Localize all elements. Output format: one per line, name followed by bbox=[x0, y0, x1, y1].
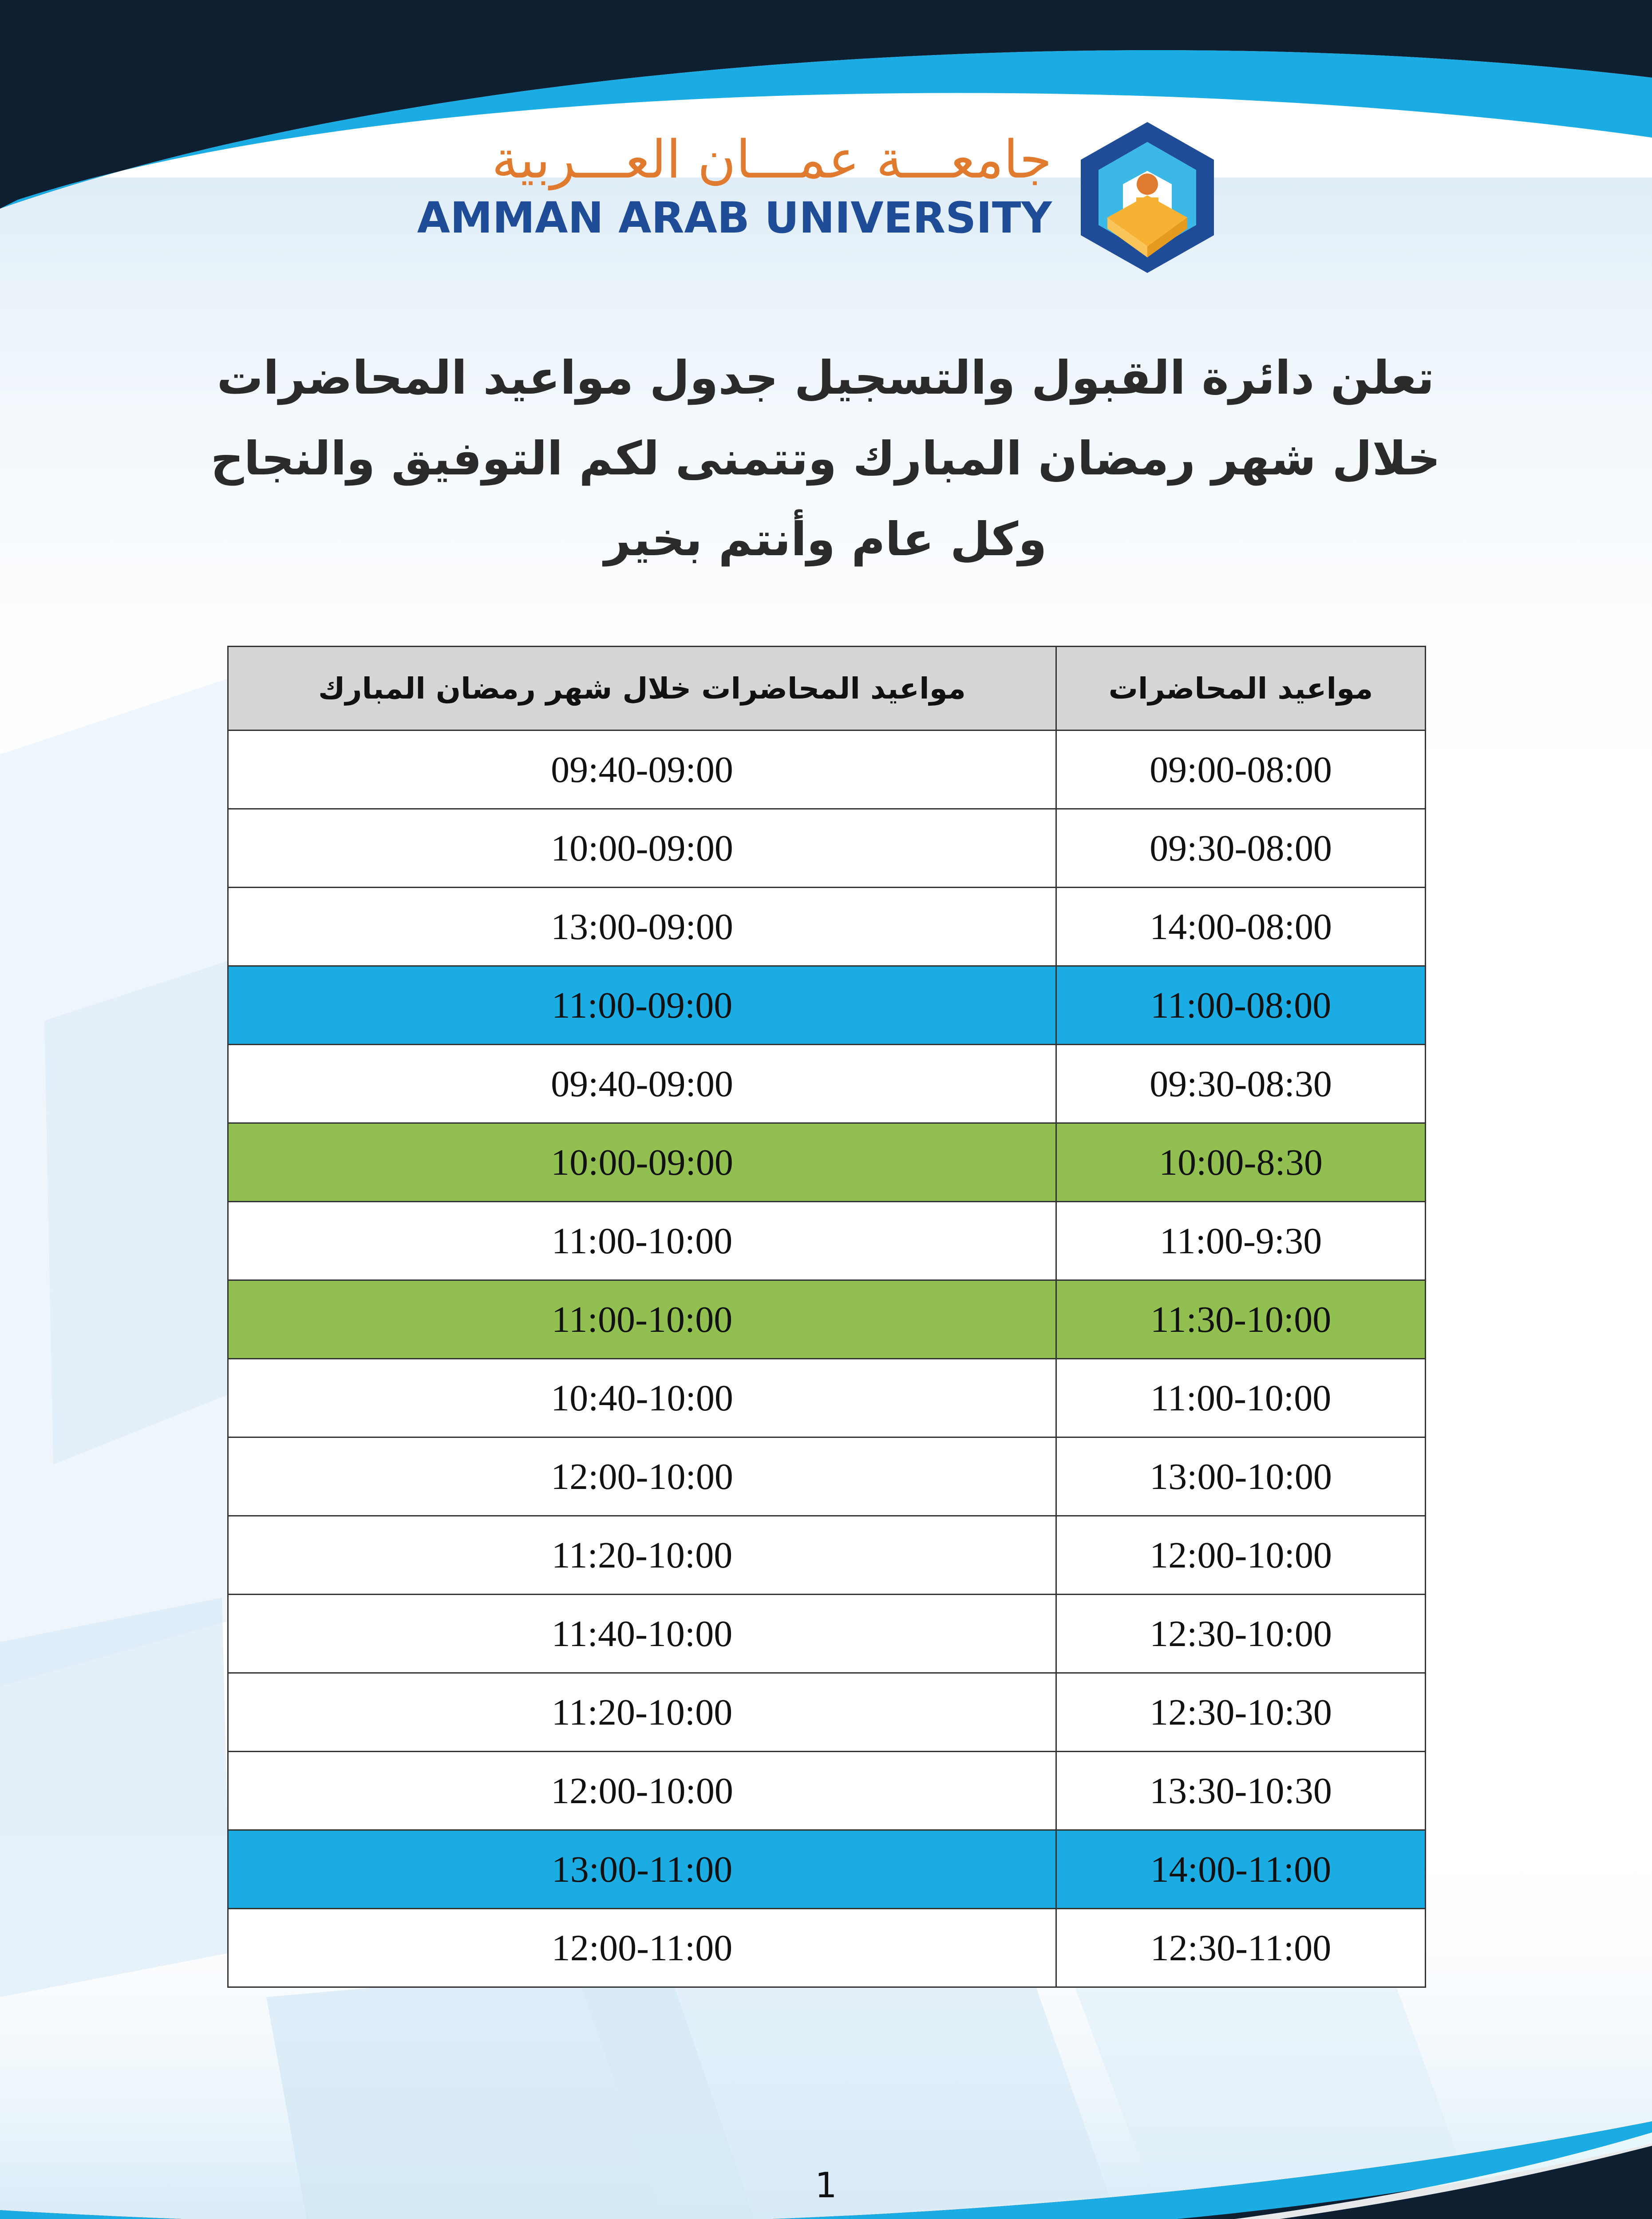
regular-time-value: 14:00-08:00 bbox=[1150, 906, 1332, 948]
regular-time-cell bbox=[1056, 730, 1426, 809]
table-row bbox=[228, 1045, 1426, 1123]
regular-time-cell bbox=[1056, 1673, 1426, 1752]
regular-time-cell bbox=[1056, 1595, 1426, 1673]
regular-time-value: 14:00-11:00 bbox=[1150, 1848, 1332, 1890]
lecture-schedule-table bbox=[227, 646, 1426, 1988]
ramadan-time-value: 10:40-10:00 bbox=[551, 1377, 733, 1419]
ramadan-time-cell bbox=[228, 1830, 1056, 1909]
ramadan-time-value: 12:00-10:00 bbox=[551, 1770, 733, 1812]
table-row bbox=[228, 730, 1426, 809]
header-ramadan-times: مواعيد المحاضرات خلال شهر رمضان المبارك bbox=[228, 647, 1056, 730]
logo-emblem-icon bbox=[1074, 118, 1221, 277]
ramadan-time-cell bbox=[228, 1516, 1056, 1595]
regular-time-value: 09:30-08:00 bbox=[1150, 827, 1332, 869]
ramadan-time-cell bbox=[228, 1359, 1056, 1437]
table-row bbox=[228, 1123, 1426, 1202]
regular-time-value: 12:30-10:00 bbox=[1150, 1613, 1332, 1654]
table-row bbox=[228, 1830, 1426, 1909]
regular-time-cell bbox=[1056, 1123, 1426, 1202]
table-header-row bbox=[228, 647, 1426, 730]
ramadan-time-value: 13:00-11:00 bbox=[551, 1848, 733, 1890]
ramadan-time-cell bbox=[228, 1595, 1056, 1673]
ramadan-time-value: 10:00-09:00 bbox=[551, 827, 733, 869]
ramadan-time-cell bbox=[228, 1752, 1056, 1830]
table-row bbox=[228, 888, 1426, 966]
regular-time-cell bbox=[1056, 1359, 1426, 1437]
announcement-text bbox=[160, 337, 1491, 580]
ramadan-time-value: 09:40-09:00 bbox=[551, 1063, 733, 1105]
ramadan-time-cell bbox=[228, 966, 1056, 1045]
regular-time-cell bbox=[1056, 1516, 1426, 1595]
announcement-line-2: خلال شهر رمضان المبارك وتتمنى لكم التوفيق والنجاح bbox=[210, 431, 1441, 486]
regular-time-value: 09:30-08:30 bbox=[1150, 1063, 1332, 1105]
ramadan-time-cell bbox=[228, 809, 1056, 888]
table-row bbox=[228, 1359, 1426, 1437]
regular-time-cell bbox=[1056, 1752, 1426, 1830]
regular-time-value: 09:00-08:00 bbox=[1150, 749, 1332, 790]
logo-english-name: AMMAN ARAB UNIVERSITY bbox=[417, 193, 1052, 243]
ramadan-time-value: 11:00-10:00 bbox=[551, 1299, 733, 1340]
university-logo bbox=[417, 111, 1234, 297]
ramadan-time-cell bbox=[228, 1280, 1056, 1359]
regular-time-value: 10:00-8:30 bbox=[1159, 1141, 1323, 1183]
table-row bbox=[228, 1280, 1426, 1359]
regular-time-cell bbox=[1056, 1045, 1426, 1123]
regular-time-cell bbox=[1056, 966, 1426, 1045]
ramadan-time-value: 12:00-10:00 bbox=[551, 1456, 733, 1497]
announcement-line-3: وكل عام وأنتم بخير bbox=[604, 512, 1047, 566]
announcement-line-1: تعلن دائرة القبول والتسجيل جدول مواعيد المحاضرات bbox=[217, 351, 1435, 405]
ramadan-time-value: 11:20-10:00 bbox=[551, 1534, 733, 1576]
page-number: 1 bbox=[815, 2166, 837, 2206]
ramadan-time-cell bbox=[228, 730, 1056, 809]
table-row bbox=[228, 1516, 1426, 1595]
table-row bbox=[228, 966, 1426, 1045]
table-row bbox=[228, 1595, 1426, 1673]
logo-wordmark bbox=[417, 111, 1056, 297]
ramadan-time-cell bbox=[228, 1673, 1056, 1752]
regular-time-value: 13:00-10:00 bbox=[1150, 1456, 1332, 1497]
regular-time-cell bbox=[1056, 1280, 1426, 1359]
regular-time-cell bbox=[1056, 1202, 1426, 1280]
logo-arabic-name: جامعـــة عمـــان العـــربية bbox=[491, 129, 1052, 190]
regular-time-value: 11:00-08:00 bbox=[1150, 984, 1332, 1026]
regular-time-value: 11:30-10:00 bbox=[1150, 1299, 1332, 1340]
ramadan-time-cell bbox=[228, 1123, 1056, 1202]
ramadan-time-cell bbox=[228, 1437, 1056, 1516]
table-row bbox=[228, 809, 1426, 888]
ramadan-time-value: 09:40-09:00 bbox=[551, 749, 733, 790]
table-row bbox=[228, 1202, 1426, 1280]
table-row bbox=[228, 1437, 1426, 1516]
regular-time-cell bbox=[1056, 888, 1426, 966]
regular-time-cell bbox=[1056, 1909, 1426, 1987]
ramadan-time-cell bbox=[228, 1909, 1056, 1987]
ramadan-time-value: 12:00-11:00 bbox=[551, 1927, 733, 1969]
regular-time-cell bbox=[1056, 809, 1426, 888]
table-body bbox=[228, 730, 1426, 1987]
regular-time-value: 12:00-10:00 bbox=[1150, 1534, 1332, 1576]
header-regular-times: مواعيد المحاضرات bbox=[1056, 647, 1426, 730]
regular-time-value: 11:00-10:00 bbox=[1150, 1377, 1332, 1419]
regular-time-cell bbox=[1056, 1437, 1426, 1516]
ramadan-time-value: 11:00-10:00 bbox=[551, 1220, 733, 1262]
ramadan-time-cell bbox=[228, 1202, 1056, 1280]
regular-time-value: 11:00-9:30 bbox=[1159, 1220, 1322, 1262]
regular-time-value: 12:30-10:30 bbox=[1150, 1691, 1332, 1733]
table-row bbox=[228, 1673, 1426, 1752]
ramadan-time-value: 13:00-09:00 bbox=[551, 906, 733, 948]
table-row bbox=[228, 1909, 1426, 1987]
ramadan-time-value: 11:40-10:00 bbox=[551, 1613, 733, 1654]
ramadan-time-value: 11:00-09:00 bbox=[551, 984, 733, 1026]
ramadan-time-cell bbox=[228, 1045, 1056, 1123]
table-row bbox=[228, 1752, 1426, 1830]
ramadan-time-value: 11:20-10:00 bbox=[551, 1691, 733, 1733]
ramadan-time-value: 10:00-09:00 bbox=[551, 1141, 733, 1183]
regular-time-cell bbox=[1056, 1830, 1426, 1909]
ramadan-time-cell bbox=[228, 888, 1056, 966]
regular-time-value: 12:30-11:00 bbox=[1150, 1927, 1332, 1969]
regular-time-value: 13:30-10:30 bbox=[1150, 1770, 1332, 1812]
